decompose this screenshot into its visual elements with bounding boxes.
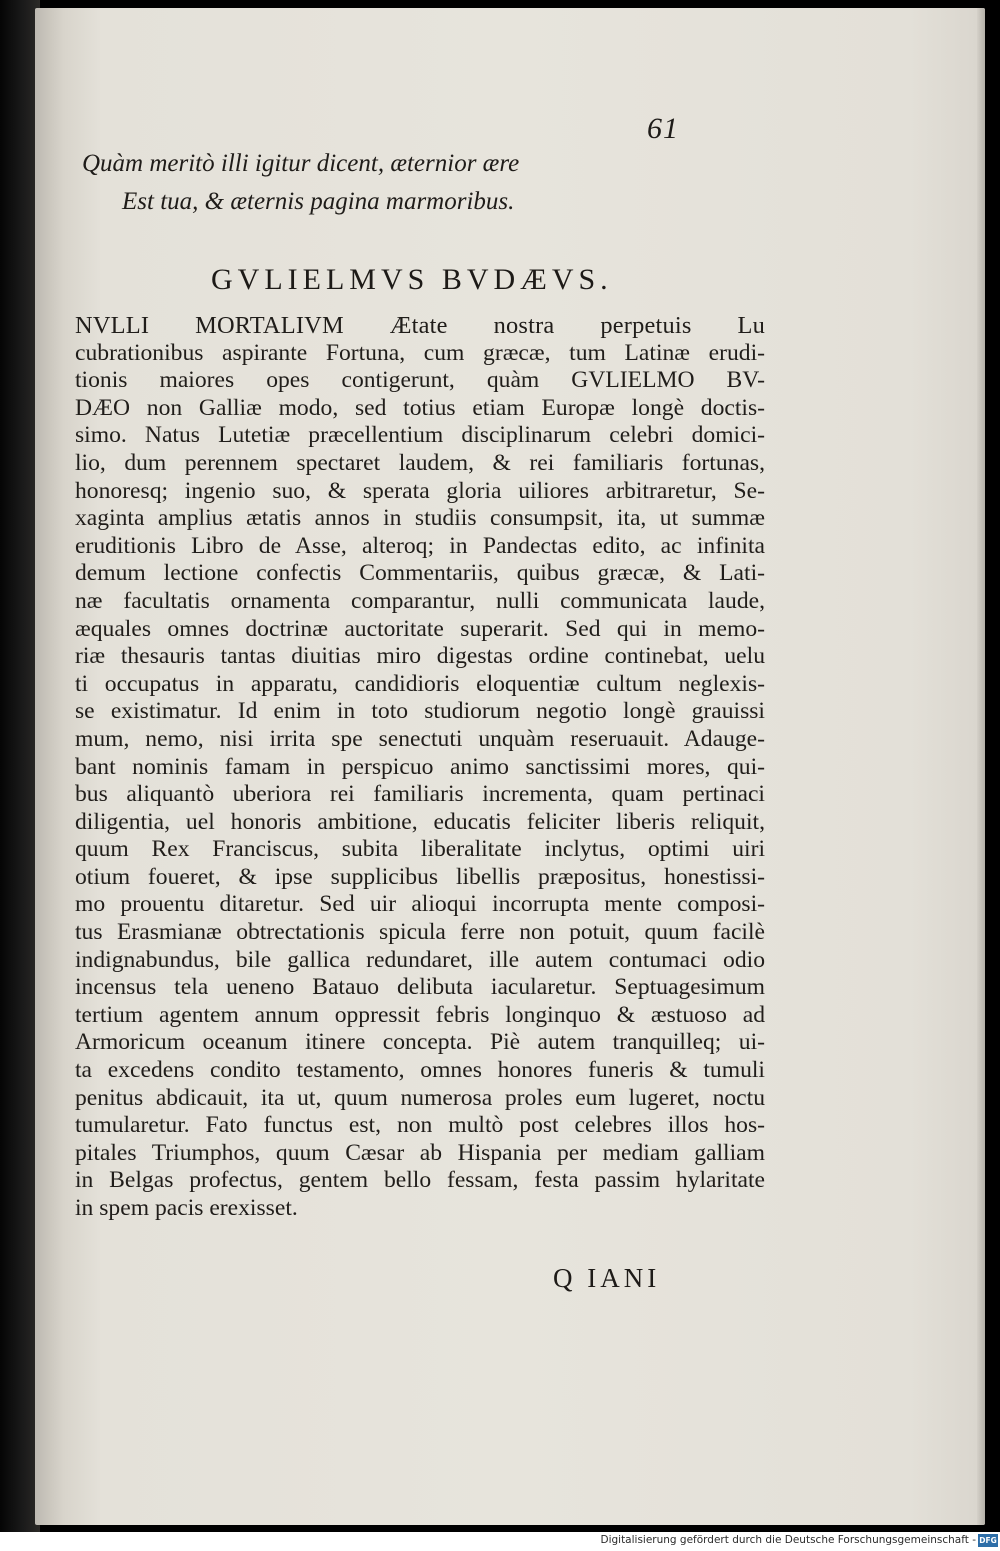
- text-line: otium foueret, & ipse supplicibus libellis præpositus, honestissi-: [75, 863, 765, 890]
- section-heading: GVLIELMVS BVDÆVS.: [211, 263, 613, 296]
- text-line: in spem pacis erexisset.: [75, 1195, 298, 1221]
- book-page: [35, 8, 985, 1525]
- text-line: Armoricum oceanum itinere concepta. Piè autem tranquilleq; ui-: [75, 1029, 765, 1056]
- catchword: Q IANI: [553, 1263, 661, 1293]
- text-line: pitales Triumphos, quum Cæsar ab Hispania per mediam galliam: [75, 1139, 765, 1166]
- text-line: eruditionis Libro de Asse, alteroq; in Pandectas edito, ac infinita: [75, 532, 765, 559]
- footer-bar: [0, 1532, 1000, 1551]
- text-line: indignabundus, bile gallica redundaret, ille autem contumaci odio: [75, 946, 765, 973]
- text-line: ta excedens condito testamento, omnes honores funeris & tumuli: [75, 1057, 765, 1084]
- text-line: NVLLI MORTALIVM Ætate nostra perpetuis Lu: [75, 312, 765, 339]
- text-line: penitus abdicauit, ita ut, quum numerosa proles eum lugeret, noctu: [75, 1084, 765, 1111]
- text-line: ti occupatus in apparatu, candidioris eloquentiæ cultum neglexis-: [75, 670, 765, 697]
- text-line: incensus tela ueneno Batauo delibuta iacularetur. Septuagesimum: [75, 974, 765, 1001]
- text-line: diligentia, uel honoris ambitione, educatis feliciter liberis reliquit,: [75, 808, 765, 835]
- text-line: se existimatur. Id enim in toto studiorum negotio longè grauissi: [75, 698, 765, 725]
- text-line: bant nominis famam in perspicuo animo sanctissimi mores, qui-: [75, 753, 765, 780]
- text-line: honoresq; ingenio suo, & sperata gloria uiliores arbitraretur, Se-: [75, 477, 765, 504]
- text-line: tumularetur. Fato functus est, non multò post celebres illos hos-: [75, 1112, 765, 1139]
- text-line: in Belgas profectus, gentem bello fessam, festa passim hylaritate: [75, 1167, 765, 1194]
- funding-credit: Digitalisierung gefördert durch die Deutsche Forschungsgemeinschaft -: [600, 1534, 976, 1546]
- text-line: tertium agentem annum oppressit febris longinquo & æstuoso ad: [75, 1001, 765, 1028]
- text-line: mum, nemo, nisi irrita spe senectuti unquàm reseruauit. Adauge-: [75, 725, 765, 752]
- text-line: DÆO non Galliæ modo, sed totius etiam Europæ longè doctis-: [75, 394, 765, 421]
- text-line: xaginta amplius ætatis annos in studiis consumpsit, ita, ut summæ: [75, 505, 765, 532]
- text-line: riæ thesauris tantas diuitias miro digestas ordine continebat, uelu: [75, 643, 765, 670]
- text-line: simo. Natus Lutetiæ præcellentium disciplinarum celebri domici-: [75, 422, 765, 449]
- text-line: mo prouentu ditaretur. Sed uir alioqui incorrupta mente composi-: [75, 891, 765, 918]
- text-line: demum lectione confectis Commentariis, quibus græcæ, & Lati-: [75, 560, 765, 587]
- text-line: cubrationibus aspirante Fortuna, cum græcæ, tum Latinæ erudi-: [75, 339, 765, 366]
- binding-shadow: [0, 0, 40, 1532]
- page-number: 61: [647, 112, 679, 145]
- text-line: bus aliquantò uberiora rei familiaris incrementa, quam pertinaci: [75, 781, 765, 808]
- text-line: tionis maiores opes contigerunt, quàm GVLIELMO BV-: [75, 367, 765, 394]
- verse-line: Quàm meritò illi igitur dicent, æternior ære: [82, 150, 520, 177]
- text-line: quum Rex Franciscus, subita liberalitate inclytus, optimi uiri: [75, 836, 765, 863]
- text-line: tus Erasmianæ obtrectationis spicula ferre non potuit, quum facilè: [75, 919, 765, 946]
- text-line: æquales omnes doctrinæ auctoritate superarit. Sed qui in memo-: [75, 615, 765, 642]
- text-line: næ facultatis ornamenta comparantur, nulli communicata laude,: [75, 587, 765, 614]
- verse-line: Est tua, & æternis pagina marmoribus.: [122, 188, 515, 215]
- body-text: [75, 312, 765, 1223]
- page-edge: [977, 8, 985, 1525]
- dfg-logo: DFG: [979, 1536, 997, 1545]
- text-line: lio, dum perennem spectaret laudem, & rei familiaris fortunas,: [75, 449, 765, 476]
